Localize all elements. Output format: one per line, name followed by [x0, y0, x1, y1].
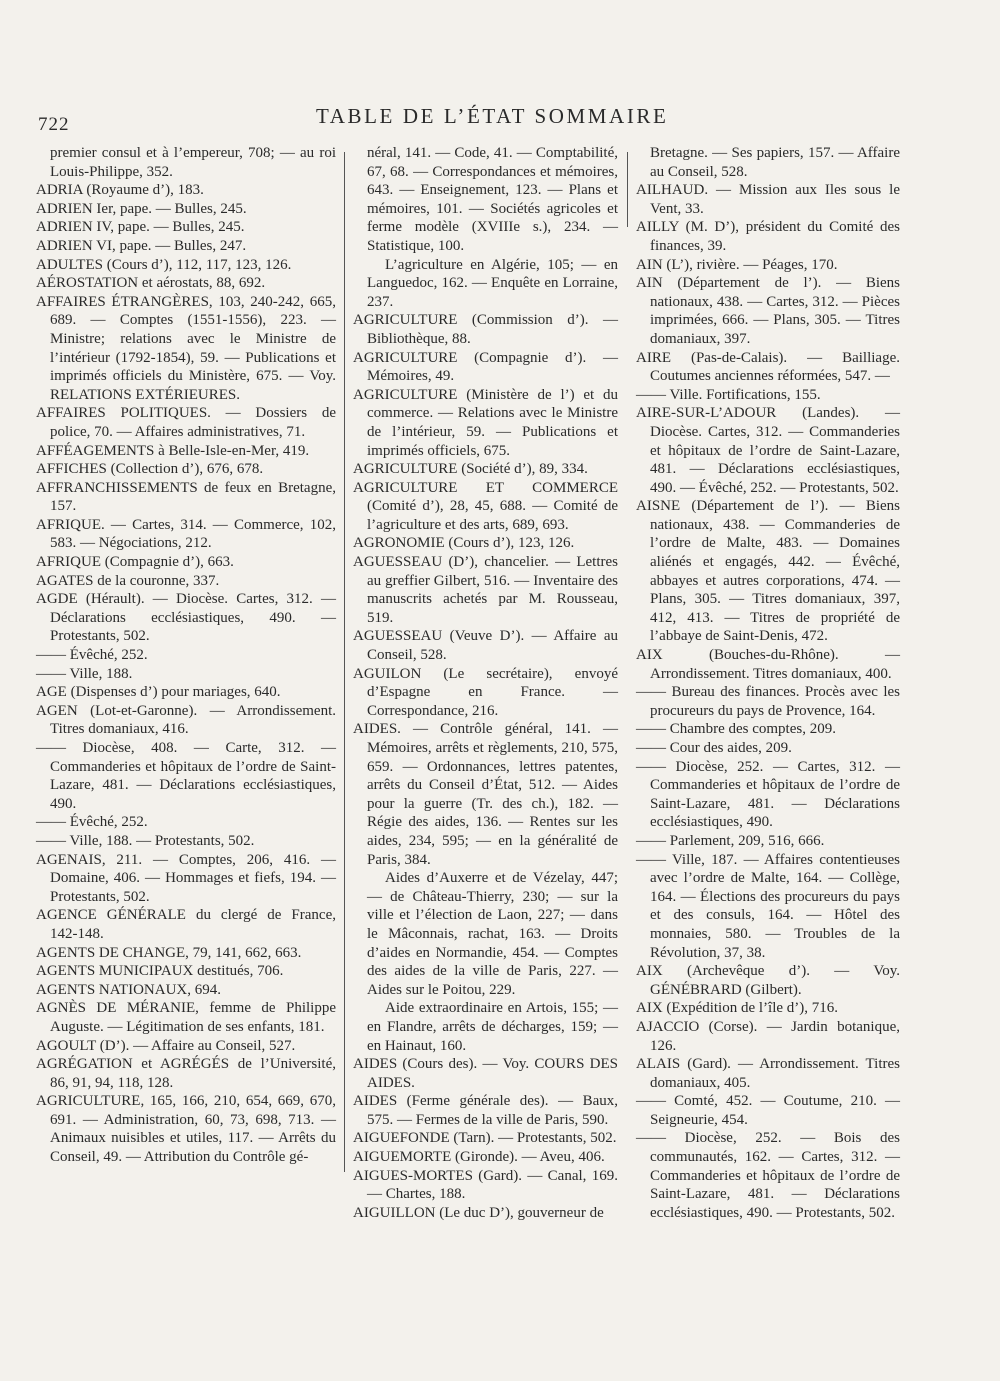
index-entry: AFFICHES (Collection d’), 676, 678.	[36, 461, 264, 478]
index-entry: AÉROSTATION et aérostats, 88, 692.	[36, 275, 266, 292]
index-entry: AIDES (Cours des). — Voy. COURS DES AIDES.	[353, 1056, 618, 1091]
index-entry: AIRE (Pas-de-Calais). — Bailliage. Coutumes anciennes réformées, 547. —	[636, 349, 900, 385]
index-entry: —— Ville, 187. — Affaires contentieuses avec l’ordre de Malte, 164. — Collège, 164. — Élections des procureurs du pays et des consuls, 164. — Hôtel des monnaies, 580. — Troubles de la Révolution, 37, 38.	[636, 851, 900, 961]
index-entry: —— Diocèse, 252. — Cartes, 312. — Commanderies et hôpitaux de l’ordre de Saint-Lazare, 481. — Déclarations ecclésiastiques, 490.	[636, 758, 900, 831]
index-column-1	[36, 144, 336, 1167]
page-number: 722	[38, 114, 70, 135]
index-entry: —— Évêché, 252.	[36, 647, 148, 664]
running-title: TABLE DE L’ÉTAT SOMMAIRE	[316, 104, 669, 128]
index-entry: AFFAIRES POLITIQUES. — Dossiers de police, 70. — Affaires administratives, 71.	[36, 405, 336, 440]
index-entry: AIGUES-MORTES (Gard). — Canal, 169. — Chartes, 188.	[353, 1167, 618, 1203]
index-entry: AGENTS DE CHANGE, 79, 141, 662, 663.	[36, 944, 302, 961]
page-header	[0, 100, 1000, 140]
index-entry: —— Ville, 188. — Protestants, 502.	[36, 832, 255, 849]
index-column-3	[636, 144, 900, 1222]
index-entry: AIN (L’), rivière. — Péages, 170.	[636, 256, 838, 273]
index-entry: AGOULT (D’). — Affaire au Conseil, 527.	[36, 1037, 296, 1054]
index-entry: AFFÉAGEMENTS à Belle-Isle-en-Mer, 419.	[36, 442, 310, 459]
index-entry: —— Cour des aides, 209.	[636, 740, 792, 756]
index-entry: —— Chambre des comptes, 209.	[636, 721, 836, 738]
index-entry: AGATES de la couronne, 337.	[36, 572, 220, 589]
index-entry: Aide extraordinaire en Artois, 155; — en Flandre, arrêts de décharges, 159; — en Hainaut, 160.	[367, 1000, 618, 1054]
index-entry: ADRIA (Royaume d’), 183.	[36, 182, 204, 199]
index-entry: AGRÉGATION et AGRÉGÉS de l’Université, 86, 91, 94, 118, 128.	[36, 1056, 336, 1091]
index-entry: —— Évêché, 252.	[36, 814, 148, 831]
index-entry: AFRIQUE. — Cartes, 314. — Commerce, 102, 583. — Négociations, 212.	[36, 516, 336, 552]
index-entry: AGRICULTURE (Compagnie d’). — Mémoires, 49.	[353, 349, 618, 385]
index-entry: AFRIQUE (Compagnie d’), 663.	[36, 554, 234, 571]
index-entry: AFFAIRES ÉTRANGÈRES, 103, 240-242, 665, 689. — Comptes (1551-1556), 223. — Ministre; relations avec le Ministre de l’intérieur (1792-1854), 59. — Publications et imprimés officiels du Ministère, 675. — Voy. RELATIONS EXTÉRIEURES.	[36, 293, 336, 403]
index-entry: AGRICULTURE, 165, 166, 210, 654, 669, 670, 691. — Administration, 60, 73, 698, 713. — Animaux nuisibles et utiles, 117. — Arrêts du Conseil, 49. — Attribution du Contrôle gé-	[36, 1093, 336, 1166]
index-entry: AGUESSEAU (D’), chancelier. — Lettres au greffier Gilbert, 516. — Inventaire des manuscrits achetés par M. Rousseau, 519.	[353, 554, 618, 626]
index-entry: AGEN (Lot-et-Garonne). — Arrondissement. Titres domaniaux, 416.	[36, 702, 336, 738]
index-entry: AGDE (Hérault). — Diocèse. Cartes, 312. — Déclarations ecclésiastiques, 490. — Protestants, 502.	[36, 591, 336, 645]
index-entry: Bretagne. — Ses papiers, 157. — Affaire au Conseil, 528.	[650, 145, 900, 180]
index-entry: AJACCIO (Corse). — Jardin botanique, 126.	[636, 1018, 900, 1054]
index-entry: ADRIEN VI, pape. — Bulles, 247.	[36, 237, 247, 254]
index-entry: AIX (Bouches-du-Rhône). — Arrondissement. Titres domaniaux, 400.	[636, 647, 900, 682]
index-entry: ADULTES (Cours d’), 112, 117, 123, 126.	[36, 256, 292, 273]
index-entry: ADRIEN IV, pape. — Bulles, 245.	[36, 219, 245, 236]
index-entry: —— Comté, 452. — Coutume, 210. — Seigneurie, 454.	[636, 1093, 900, 1128]
index-entry: ALAIS (Gard). — Arrondissement. Titres domaniaux, 405.	[636, 1056, 900, 1091]
index-entry: AGRICULTURE (Commission d’). — Bibliothèque, 88.	[353, 312, 618, 347]
index-entry: L’agriculture en Algérie, 105; — en Languedoc, 162. — Enquête en Lorraine, 237.	[367, 256, 618, 310]
index-entry: —— Diocèse, 408. — Carte, 312. — Commanderies et hôpitaux de l’ordre de Saint-Lazare, 481. — Déclarations ecclésiastiques, 490.	[36, 740, 336, 812]
index-entry: premier consul et à l’empereur, 708; — au roi Louis-Philippe, 352.	[50, 145, 336, 180]
index-entry: AGRICULTURE (Ministère de l’) et du commerce. — Relations avec le Ministre de l’intérieur, 59. — Publications et imprimés officiels, 675.	[353, 386, 618, 459]
index-entry: AIGUEMORTE (Gironde). — Aveu, 406.	[353, 1149, 605, 1166]
index-entry: —— Ville, 188.	[36, 665, 133, 682]
index-entry: Aides d’Auxerre et de Vézelay, 447; — de Château-Thierry, 230; — sur la ville et l’élection de Laon, 227; — dans le Mâconnais, rachat, 163. — Droits d’aides en Normandie, 454. — Comptes des aides de la ville de Paris, 227. — Aides sur le Poitou, 229.	[367, 870, 618, 998]
index-entry: AGRONOMIE (Cours d’), 123, 126.	[353, 535, 575, 552]
index-entry: AGNÈS DE MÉRANIE, femme de Philippe Auguste. — Légitimation de ses enfants, 181.	[36, 1000, 336, 1035]
index-entry: —— Ville. Fortifications, 155.	[636, 386, 821, 403]
index-entry: néral, 141. — Code, 41. — Comptabilité, 67, 68. — Correspondances et mémoires, 643. — Enseignement, 123. — Plans et mémoires, 101. — Sociétés agricoles et ferme modèle (XVIIIe s.), 234. — Statistique, 100.	[367, 145, 618, 254]
index-entry: AGENTS NATIONAUX, 694.	[36, 981, 221, 998]
index-entry: AGUILON (Le secrétaire), envoyé d’Espagne en France. — Correspondance, 216.	[353, 665, 618, 719]
index-entry: —— Diocèse, 252. — Bois des communautés, 162. — Cartes, 312. — Commanderies et hôpitaux de l’ordre de Saint-Lazare, 481. — Déclarations ecclésiastiques, 490. — Protestants, 502.	[636, 1130, 900, 1221]
index-entry: AIDES. — Contrôle général, 141. — Mémoires, arrêts et règlements, 210, 575, 659. — Ordonnances, lettres patentes, arrêts du Conseil d’État, 512. — Aides pour la guerre (Tr. des ch.), 182. — Régie des aides, 136. — Rentes sur les aides, 234, 595; — en la généralité de Paris, 384.	[353, 721, 618, 868]
index-entry: AILHAUD. — Mission aux Iles sous le Vent, 33.	[636, 182, 900, 217]
index-entry: AIX (Expédition de l’île d’), 716.	[636, 1000, 839, 1017]
index-entry: AIX (Archevêque d’). — Voy. GÉNÉBRARD (Gilbert).	[636, 963, 900, 998]
index-entry: AFFRANCHISSEMENTS de feux en Bretagne, 157.	[36, 479, 336, 515]
index-entry: AIGUILLON (Le duc D’), gouverneur de	[353, 1204, 604, 1221]
index-entry: AGENTS MUNICIPAUX destitués, 706.	[36, 963, 284, 980]
index-entry: AGENCE GÉNÉRALE du clergé de France, 142-148.	[36, 907, 336, 942]
index-entry: AGRICULTURE (Société d’), 89, 334.	[353, 461, 588, 478]
index-entry: AGRICULTURE ET COMMERCE (Comité d’), 28, 45, 688. — Comité de l’agriculture et des arts, 689, 693.	[353, 479, 618, 533]
index-entry: AGUESSEAU (Veuve D’). — Affaire au Conseil, 528.	[353, 628, 618, 664]
index-entry: AGE (Dispenses d’) pour mariages, 640.	[36, 684, 281, 701]
index-entry: —— Parlement, 209, 516, 666.	[636, 832, 825, 849]
index-entry: AIRE-SUR-L’ADOUR (Landes). — Diocèse. Cartes, 312. — Commanderies et hôpitaux de l’ordre de Saint-Lazare, 481. — Déclarations ecclésiastiques, 490. — Évêché, 252. — Protestants, 502.	[636, 405, 900, 496]
index-entry: AILLY (M. D’), président du Comité des finances, 39.	[636, 219, 900, 254]
index-entry: AIGUEFONDE (Tarn). — Protestants, 502.	[353, 1130, 617, 1147]
index-entry: AGENAIS, 211. — Comptes, 206, 416. — Domaine, 406. — Hommages et fiefs, 194. — Protestants, 502.	[36, 851, 336, 905]
index-column-2	[353, 144, 618, 1222]
index-entry: ADRIEN Ier, pape. — Bulles, 245.	[36, 200, 247, 217]
index-entry: AIDES (Ferme générale des). — Baux, 575. — Fermes de la ville de Paris, 590.	[353, 1093, 618, 1128]
index-entry: —— Bureau des finances. Procès avec les procureurs du pays de Provence, 164.	[636, 684, 900, 719]
index-columns	[0, 144, 1000, 1244]
index-entry: AISNE (Département de l’). — Biens nationaux, 438. — Commanderies de l’ordre de Malte, 483. — Domaines aliénés et engagés, 442. — Évêché, abbayes et autres corporations, 474. — Plans, 305. — Titres domaniaux, 397, 412, 413. — Titres de propriété de l’abbaye de Saint-Denis, 472.	[636, 498, 900, 645]
index-entry: AIN (Département de l’). — Biens nationaux, 438. — Cartes, 312. — Pièces imprimées, 666. — Plans, 305. — Titres domaniaux, 397.	[636, 275, 900, 347]
